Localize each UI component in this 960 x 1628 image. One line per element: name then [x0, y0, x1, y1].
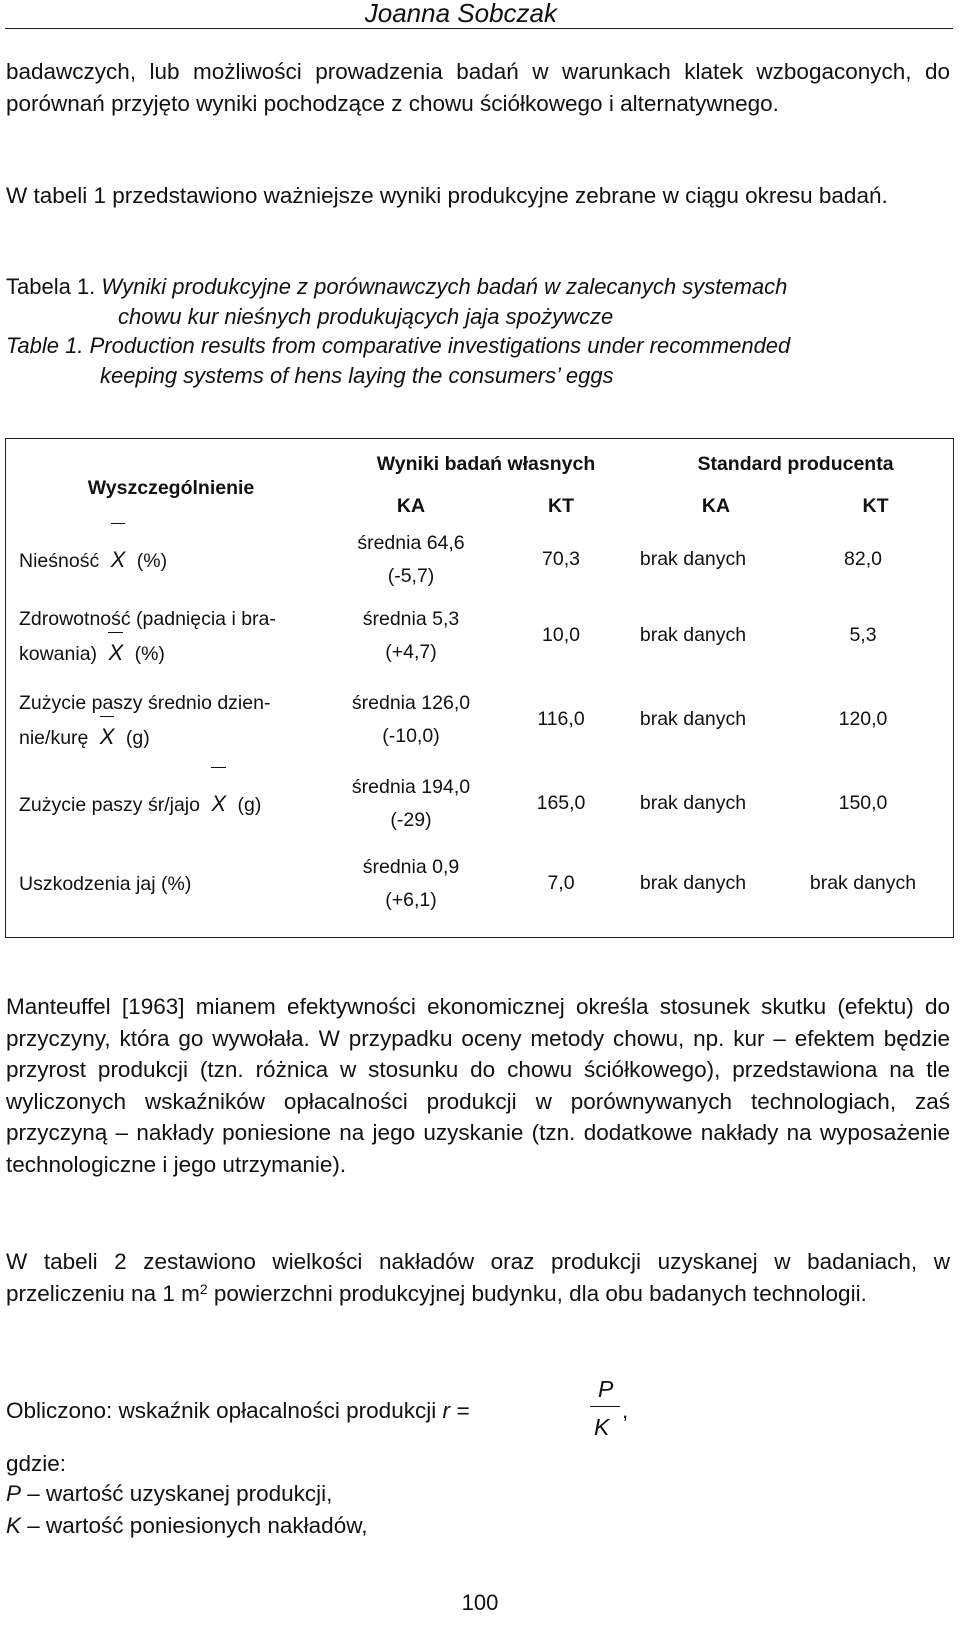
def-k-symbol: K [6, 1513, 22, 1538]
formula-lead: Obliczono: wskaźnik opłacalności produkcji [6, 1398, 437, 1423]
row-label [19, 851, 329, 917]
caption-pl [6, 272, 787, 302]
def-k-text: – wartość poniesionych nakładów, [21, 1513, 368, 1538]
std-ka-value: 165,0 [536, 792, 586, 814]
row-label-line1: Uszkodzenia jaj (%) [19, 873, 192, 895]
where-label: gdzie: [6, 1451, 67, 1476]
definition-k [6, 1510, 950, 1542]
std-kt2-value: 5,3 [849, 624, 877, 646]
std-ka-value: 10,0 [542, 624, 580, 646]
fraction-bar [590, 1406, 620, 1407]
mean-x-symbol: X [105, 527, 132, 593]
formula-r: r = [442, 1398, 470, 1423]
running-header [5, 0, 953, 29]
col-header-spec: Wyszczególnienie [87, 477, 255, 499]
own-result: średnia 126,0 (-10,0) [351, 692, 471, 747]
caption-pl-line2: chowu kur nieśnych produkujących jaja spożywcze [118, 304, 614, 329]
intro-paragraph-1: badawczych, lub możliwości prowadzenia badań w warunkach klatek wzbogaconych, do porównań przyjęto wyniki pochodzące z chowu ściółkowego i alternatywnego. [6, 59, 950, 116]
row-label-line2: nie/kurę X (g) [19, 720, 329, 755]
row-label [19, 527, 329, 594]
std-kt-value: brak danych [639, 708, 747, 730]
header-author: Joanna Sobczak [364, 0, 557, 28]
caption-en-label: Table 1. [6, 333, 84, 358]
p4-superscript: 2 [199, 1280, 208, 1297]
subheader-kt-own: KT [548, 495, 574, 517]
subheader-ka-own: KA [396, 495, 426, 517]
fraction-numerator: P [598, 1376, 614, 1402]
formula-line [6, 1395, 469, 1427]
own-result: średnia 5,3 (+4,7) [362, 608, 460, 663]
std-ka-value: 116,0 [537, 708, 585, 730]
std-kt-value: brak danych [639, 548, 747, 570]
own-result: średnia 64,6 (-5,7) [357, 532, 465, 587]
caption-pl-label: Tabela 1. [6, 274, 96, 299]
col-header-std: Standard producenta [697, 453, 894, 475]
std-kt2-value: brak danych [809, 872, 917, 894]
caption-pl-line1: Wyniki produkcyjne z porównawczych badań w zalecanych systemach [101, 274, 788, 299]
subheader-kt-std: KT [862, 495, 889, 517]
own-result: średnia 0,9 (+6,1) [362, 856, 460, 911]
mean-x-symbol: X [205, 771, 232, 837]
definition-p [6, 1478, 950, 1510]
std-ka-value: 70,3 [542, 548, 580, 570]
std-kt2-value: 82,0 [844, 548, 882, 570]
formula-comma: , [622, 1398, 629, 1423]
mean-x-symbol: X [94, 720, 121, 753]
def-p-text: – wartość uzyskanej produkcji, [21, 1481, 333, 1506]
caption-en-line1: Production results from comparative investigations under recommended [89, 333, 791, 358]
mean-x-symbol: X [102, 636, 129, 669]
page-number: 100 [461, 1590, 499, 1615]
std-kt2-value: 150,0 [838, 792, 888, 814]
std-kt-value: brak danych [639, 872, 747, 894]
row-label [19, 771, 329, 838]
row-label-line2: kowania) X (%) [19, 636, 329, 671]
fraction-denominator: K [594, 1414, 610, 1440]
subheader-ka-std: KA [701, 495, 731, 517]
p4-text-a: W tabeli 2 zestawiono wielkości nakładów oraz produkcji uzyskanej w badaniach, w przeliczeniu na 1 m [6, 1249, 950, 1306]
std-kt-value: brak danych [639, 792, 747, 814]
std-kt-value: brak danych [639, 624, 747, 646]
row-label-line1: Nieśność X (%) [19, 527, 329, 594]
row-label-line1: Zużycie paszy średnio dzien- [19, 692, 271, 714]
caption-en-line2: keeping systems of hens laying the consumers’ eggs [100, 363, 614, 388]
row-label [19, 603, 329, 671]
intro-paragraph-2: W tabeli 1 przedstawiono ważniejsze wyniki produkcyjne zebrane w ciągu okresu badań. [6, 183, 888, 208]
body-paragraph-3: Manteuffel [1963] mianem efektywności ekonomicznej określa stosunek skutku (efektu) do przyczyny, która go wywołała. W przypadku oceny metody chowu, np. kur – efektem będzie przyrost produkcji (tzn. różnica w stosunku do chowu ściółkowego), przedstawiona na tle wyliczonych wskaźników opłacalności produkcji w porównywanych technologiach, zaś przyczyną – nakłady poniesione na jego uzyskanie (tzn. dodatkowe nakłady na wyposażenie technologiczne i jego utrzymanie). [6, 994, 950, 1177]
row-label-line1: Zużycie paszy śr/jajo X (g) [19, 771, 329, 838]
row-label-line1: Zdrowotność (padnięcia i bra- [19, 608, 276, 630]
col-header-own: Wyniki badań własnych [376, 453, 596, 475]
std-ka-value: 7,0 [547, 872, 575, 894]
own-result: średnia 194,0 (-29) [351, 776, 471, 831]
def-p-symbol: P [6, 1481, 22, 1506]
row-label [19, 687, 329, 755]
std-kt2-value: 120,0 [838, 708, 888, 730]
caption-en [6, 331, 790, 361]
results-table [5, 438, 954, 938]
body-paragraph-4 [6, 1246, 950, 1309]
p4-text-b: powierzchni produkcyjnej budynku, dla obu badanych technologii. [207, 1280, 867, 1306]
